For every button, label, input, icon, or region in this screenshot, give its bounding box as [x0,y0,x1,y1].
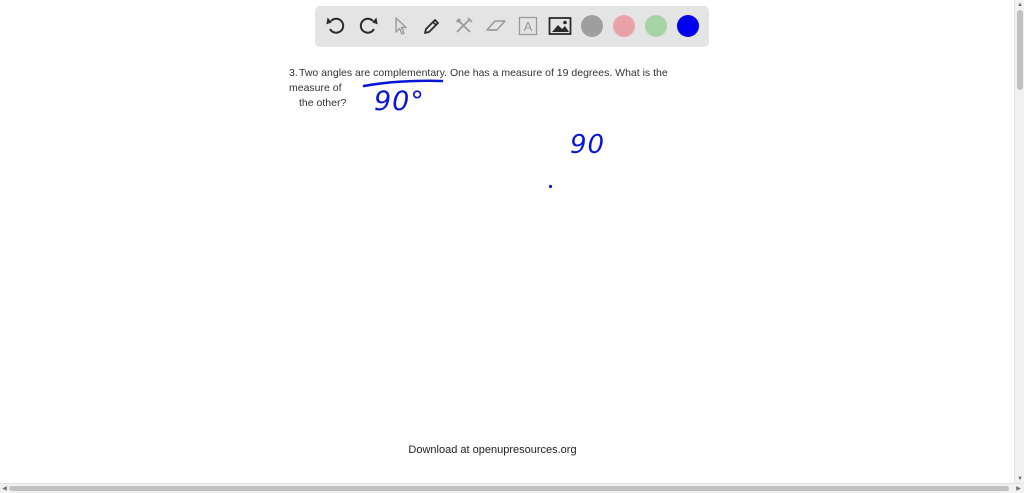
color-swatch-blue[interactable] [677,15,699,37]
handwritten-ninety: 90 [570,130,606,160]
question-number: 3. [289,67,298,79]
download-footer: Download at openupresources.org [408,444,577,456]
horizontal-scroll-thumb[interactable] [9,486,1009,491]
text-tool-glyph: A [523,19,533,34]
question-text [289,66,709,111]
redo-icon [357,15,379,37]
color-swatch-pink[interactable] [613,15,635,37]
vertical-scrollbar[interactable] [1014,0,1024,484]
ink-dot [548,184,553,189]
handwritten-ninety-degrees: 90° [374,86,425,117]
pen-icon [421,15,443,37]
image-icon [548,15,572,37]
tools-icon [453,15,475,37]
question-keyword: complementary. [373,67,448,79]
question-line2: the other? [299,97,347,109]
eraser-icon [484,15,508,37]
color-swatch-green[interactable] [645,15,667,37]
tools-button[interactable] [449,11,479,41]
vertical-scroll-thumb[interactable] [1017,10,1023,90]
scroll-left-icon[interactable]: ◀ [2,486,7,492]
eraser-button[interactable] [481,11,511,41]
undo-button[interactable] [321,11,351,41]
undo-icon [325,15,347,37]
pen-button[interactable] [417,11,447,41]
question-line1-after: One has a measure of 19 degrees. What is the measure of [289,67,668,94]
image-button[interactable] [545,11,575,41]
question-line1-before: Two angles are [299,67,374,79]
text-icon [517,15,539,37]
scroll-down-icon[interactable]: ▼ [1017,475,1023,482]
scroll-up-icon[interactable]: ▲ [1017,1,1023,8]
redo-button[interactable] [353,11,383,41]
color-swatch-gray[interactable] [581,15,603,37]
pointer-button[interactable] [385,11,415,41]
scroll-right-icon[interactable]: ▶ [1016,486,1021,492]
drawing-toolbar [315,6,709,47]
pointer-icon [389,15,411,37]
text-button[interactable] [513,11,543,41]
